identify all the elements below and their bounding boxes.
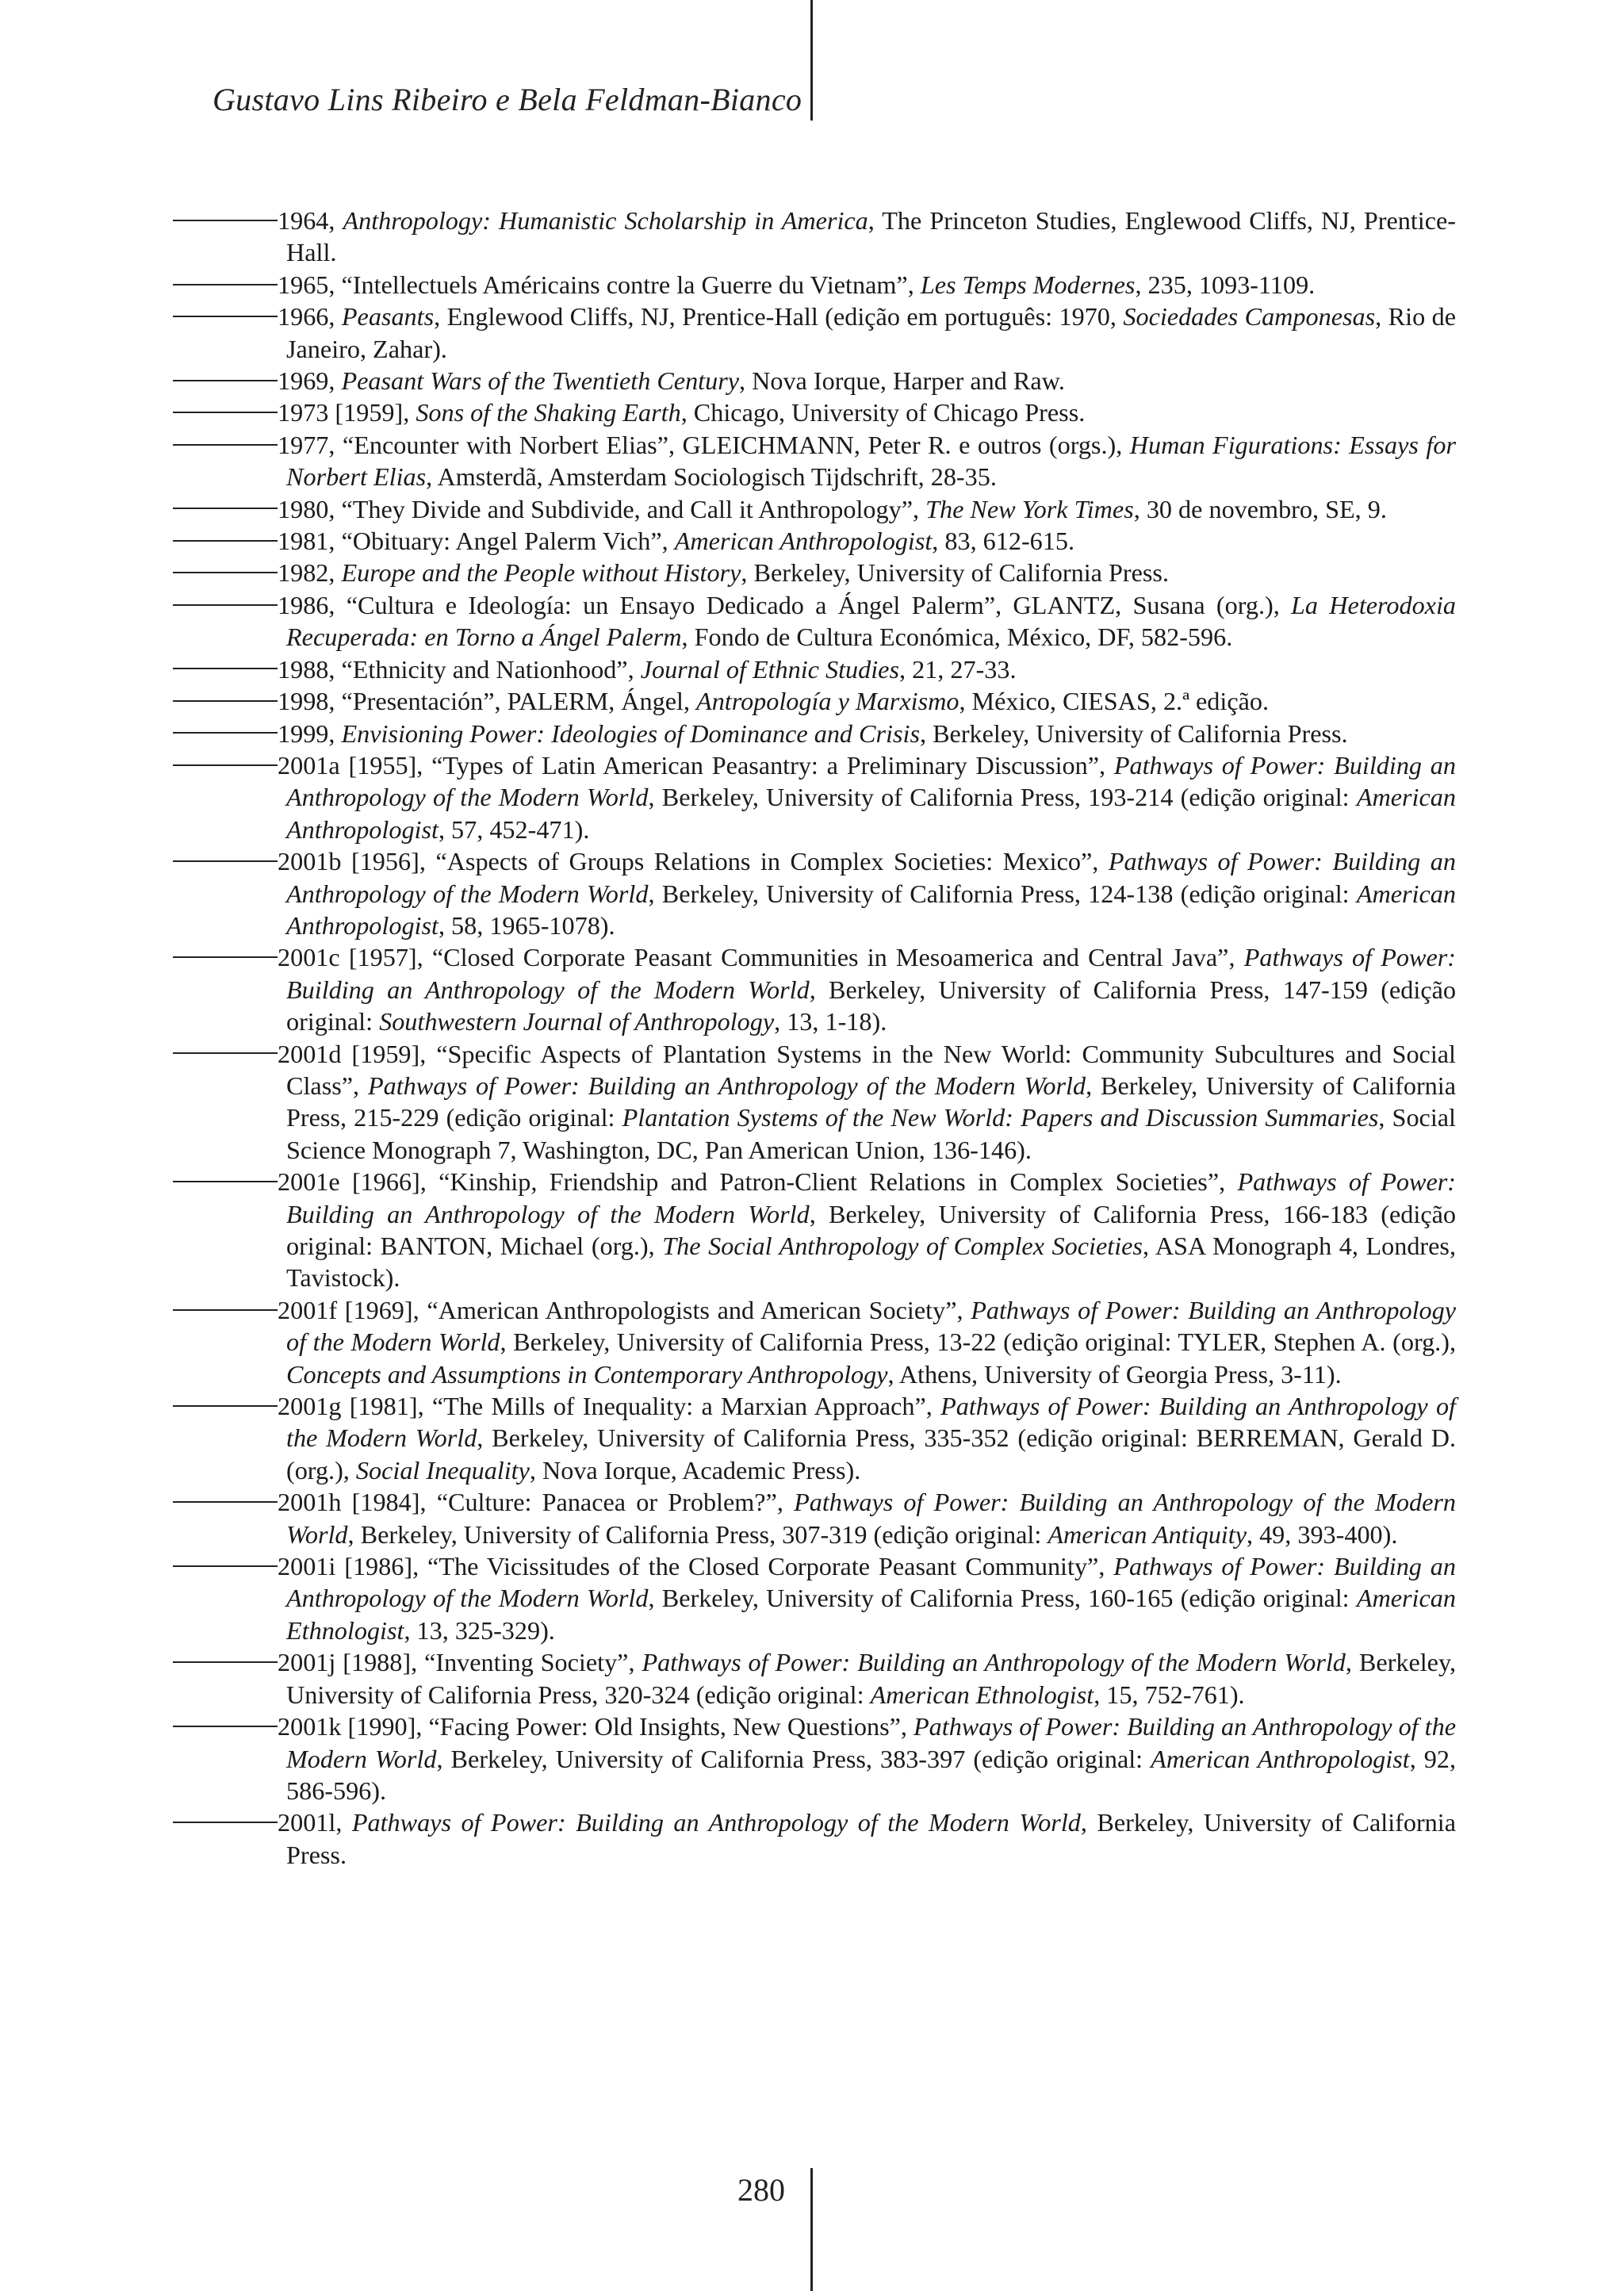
reference-year: 1973 [1959] [278, 398, 404, 427]
reference-title: Pathways of Power: Building an Anthropology of the Modern World [286, 1392, 1457, 1453]
reference-text: , 13, 325-329). [404, 1615, 555, 1645]
reference-text: , Berkeley, University of California Press. [741, 558, 1169, 588]
reference-title: Sociedades Camponesas [1123, 302, 1376, 331]
reference-title: Pathways of Power: Building an Anthropology of the Modern World [351, 1808, 1081, 1837]
reference-entry [173, 589, 1456, 653]
reference-year: 1982 [278, 558, 329, 588]
reference-title: Pathways of Power: Building an Anthropology of the Modern World [367, 1071, 1086, 1100]
repeated-author-dash [173, 1565, 278, 1567]
repeated-author-dash [173, 764, 278, 766]
reference-entry [173, 1390, 1456, 1486]
repeated-author-dash [173, 508, 278, 509]
reference-text: , 83, 612-615. [932, 527, 1074, 556]
reference-year: 2001j [1988] [278, 1648, 412, 1677]
reference-title: Plantation Systems of the New World: Papers and Discussion Summaries [622, 1103, 1379, 1132]
repeated-author-dash [173, 380, 278, 381]
reference-title: The New York Times [925, 494, 1134, 523]
reference-text: , “Encounter with Norbert Elias”, GLEICHMANN, Peter R. e outros (orgs.), [328, 430, 1130, 459]
reference-entry [173, 301, 1456, 365]
reference-text: , Berkeley, University of California Press, 335-352 (edição original: BERREMAN, Gerald D. (org.), [286, 1423, 1456, 1485]
reference-year: 2001a [1955] [278, 750, 417, 780]
reference-entry [173, 1550, 1456, 1646]
reference-text: , ASA Monograph 4, Londres, Tavistock). [286, 1232, 1457, 1293]
repeated-author-dash [173, 700, 278, 702]
reference-year: 2001d [1959] [278, 1039, 420, 1068]
reference-entry [173, 429, 1456, 493]
reference-year: 1965 [278, 270, 329, 299]
reference-title: Southwestern Journal of Anthropology [379, 1007, 775, 1036]
reference-year: 1977 [278, 430, 329, 459]
reference-year: 2001l [278, 1808, 336, 1837]
repeated-author-dash [173, 540, 278, 542]
header-rule [810, 0, 813, 121]
repeated-author-dash [173, 444, 278, 446]
repeated-author-dash [173, 284, 278, 285]
reference-entry [173, 269, 1456, 301]
reference-text: , Amsterdã, Amsterdam Sociologisch Tijdschrift, 28-35. [426, 462, 997, 492]
reference-title: Pathways of Power: Building an Anthropology of the Modern World [286, 1552, 1456, 1613]
reference-text: , “Obituary: Angel Palerm Vich”, [328, 527, 675, 556]
reference-year: 1998 [278, 687, 329, 716]
reference-entry [173, 845, 1456, 941]
reference-text: , 92, 586-596). [286, 1744, 1456, 1805]
reference-text: , 30 de novembro, SE, 9. [1133, 494, 1387, 523]
reference-text: , “Ethnicity and Nationhood”, [328, 654, 641, 684]
reference-text: , “Presentación”, PALERM, Ángel, [328, 687, 697, 716]
reference-text: , [328, 206, 343, 235]
repeated-author-dash [173, 668, 278, 669]
reference-text: , “Types of Latin American Peasantry: a Preliminary Discussion”, [416, 750, 1114, 780]
reference-year: 2001i [1986] [278, 1552, 413, 1581]
reference-text: , Berkeley, University of California Press, 383-397 (edição original: [436, 1744, 1151, 1773]
reference-title: Pathways of Power: Building an Anthropology of the Modern World [286, 750, 1456, 812]
repeated-author-dash [173, 1052, 278, 1054]
reference-title: Peasant Wars of the Twentieth Century [341, 366, 740, 396]
reference-title: Pathways of Power: Building an Anthropology of the Modern World [642, 1648, 1346, 1677]
reference-text: , “Culture: Panacea or Problem?”, [419, 1488, 795, 1517]
reference-text: , “Intellectuels Américains contre la Guerre du Vietnam”, [328, 270, 921, 299]
reference-title: Pathways of Power: Building an Anthropology of the Modern World [286, 1488, 1457, 1549]
reference-year: 2001c [1957] [278, 943, 417, 972]
reference-title: American Anthropologist [1151, 1744, 1410, 1773]
reference-year: 1988 [278, 654, 329, 684]
reference-text: , Berkeley, University of California Press, 124-138 (edição original: [648, 879, 1357, 908]
repeated-author-dash [173, 1501, 278, 1503]
repeated-author-dash [173, 1405, 278, 1407]
reference-text: , “Facing Power: Old Insights, New Questions”, [416, 1712, 914, 1741]
reference-title: American Anthropologist [674, 527, 933, 556]
reference-title: Pathways of Power: Building an Anthropology of the Modern World [286, 1295, 1457, 1357]
repeated-author-dash [173, 732, 278, 734]
reference-text: , [328, 718, 342, 748]
reference-entry [173, 718, 1456, 749]
reference-year: 2001b [1956] [278, 847, 419, 876]
reference-title: Sons of the Shaking Earth [416, 398, 681, 427]
reference-text: , “The Vicissitudes of the Closed Corporate Peasant Community”, [412, 1552, 1114, 1581]
reference-text: , Berkeley, University of California Press, 193-214 (edição original: [648, 783, 1357, 812]
repeated-author-dash [173, 604, 278, 606]
reference-entry [173, 557, 1456, 588]
reference-title: Concepts and Assumptions in Contemporary Anthropology [286, 1359, 888, 1389]
reference-entry [173, 1486, 1456, 1550]
reference-title: Anthropology: Humanistic Scholarship in America [343, 206, 868, 235]
reference-year: 1969 [278, 366, 329, 396]
reference-entry [173, 685, 1456, 717]
reference-text: , Berkeley, University of California Press, 147-159 (edição original: [286, 975, 1456, 1036]
reference-year: 1981 [278, 527, 329, 556]
reference-text: , “They Divide and Subdivide, and Call it Anthropology”, [328, 494, 926, 523]
reference-entry [173, 1166, 1456, 1294]
reference-text: , [403, 398, 416, 427]
repeated-author-dash [173, 860, 278, 862]
repeated-author-dash [173, 572, 278, 573]
reference-text: , The Princeton Studies, Englewood Cliffs, NJ, Prentice-Hall. [286, 206, 1457, 267]
repeated-author-dash [173, 1661, 278, 1663]
reference-text: , Berkeley, University of California Press, 160-165 (edição original: [648, 1584, 1357, 1613]
reference-text: , “American Anthropologists and American Society”, [412, 1295, 971, 1324]
reference-text: , [328, 302, 342, 331]
reference-entry [173, 205, 1456, 269]
repeated-author-dash [173, 1822, 278, 1823]
reference-year: 1964 [278, 206, 329, 235]
repeated-author-dash [173, 412, 278, 413]
reference-title: Pathways of Power: Building an Anthropology of the Modern World [286, 847, 1456, 908]
reference-text: , 49, 393-400). [1246, 1519, 1398, 1549]
reference-text: , 15, 752-761). [1094, 1680, 1245, 1709]
reference-title: American Ethnologist [870, 1680, 1094, 1709]
repeated-author-dash [173, 1181, 278, 1182]
running-header: Gustavo Lins Ribeiro e Bela Feldman-Bianco [213, 82, 802, 117]
reference-text: , “Cultura e Ideología: un Ensayo Dedicado a Ángel Palerm”, GLANTZ, Susana (org.), [328, 590, 1292, 619]
reference-title: Journal of Ethnic Studies [640, 654, 899, 684]
reference-text: , Englewood Cliffs, NJ, Prentice-Hall (edição em português: 1970, [434, 302, 1124, 331]
reference-entry [173, 397, 1456, 428]
reference-year: 1986 [278, 590, 329, 619]
reference-year: 2001e [1966] [278, 1167, 420, 1197]
reference-text: , “Closed Corporate Peasant Communities in Mesoamerica and Central Java”, [416, 943, 1244, 972]
reference-year: 2001k [1990] [278, 1712, 416, 1741]
reference-entry [173, 653, 1456, 685]
reference-year: 2001h [1984] [278, 1488, 420, 1517]
reference-entry [173, 941, 1456, 1037]
reference-text: , Chicago, University of Chicago Press. [680, 398, 1086, 427]
reference-title: The Social Anthropology of Complex Societies [662, 1232, 1143, 1260]
reference-year: 1999 [278, 718, 329, 748]
reference-title: American Anthropologist [286, 783, 1456, 844]
footer-rule [810, 2168, 813, 2291]
reference-entry [173, 749, 1456, 845]
reference-text: , Nova Iorque, Harper and Raw. [739, 366, 1065, 396]
reference-text: , “Inventing Society”, [411, 1648, 642, 1677]
reference-entry [173, 365, 1456, 397]
reference-year: 2001f [1969] [278, 1295, 413, 1324]
repeated-author-dash [173, 220, 278, 221]
reference-text: , Rio de Janeiro, Zahar). [286, 302, 1456, 363]
repeated-author-dash [173, 1309, 278, 1311]
reference-title: Les Temps Modernes [920, 270, 1136, 299]
reference-text: , 57, 452-471). [438, 814, 590, 844]
reference-text: , Nova Iorque, Academic Press). [529, 1455, 861, 1485]
reference-title: Pathways of Power: Building an Anthropology of the Modern World [286, 1712, 1457, 1773]
reference-text: , “Specific Aspects of Plantation Systems in the New World: Community Subcultures and Social Class”, [286, 1039, 1456, 1100]
reference-entry [173, 1711, 1456, 1806]
reference-text: , 58, 1965-1078). [438, 910, 615, 940]
reference-text: , Berkeley, University of California Press, 320-324 (edição original: [286, 1648, 1457, 1709]
reference-text: , México, CIESAS, 2.ª edição. [959, 687, 1270, 716]
reference-text: , Social Science Monograph 7, Washington, DC, Pan American Union, 136-146). [286, 1103, 1457, 1164]
reference-entry [173, 525, 1456, 557]
reference-title: American Ethnologist [286, 1584, 1456, 1645]
reference-title: Europe and the People without History [341, 558, 741, 588]
reference-entry [173, 493, 1456, 525]
reference-title: Pathways of Power: Building an Anthropology of the Modern World [286, 943, 1456, 1004]
reference-year: 1966 [278, 302, 329, 331]
reference-title: Antropología y Marxismo [696, 687, 959, 716]
repeated-author-dash [173, 316, 278, 317]
reference-text: , Fondo de Cultura Económica, México, DF, 582-596. [681, 623, 1233, 652]
reference-title: Social Inequality [355, 1455, 530, 1485]
reference-year: 2001g [1981] [278, 1392, 418, 1421]
reference-text: , Berkeley, University of California Press, 307-319 (edição original: [347, 1519, 1048, 1549]
reference-text: , Berkeley, University of California Press, 166-183 (edição original: BANTON, Michael (org.), [286, 1199, 1456, 1260]
reference-title: Envisioning Power: Ideologies of Dominance and Crisis [341, 718, 920, 748]
reference-list [173, 205, 1456, 1871]
reference-title: American Anthropologist [286, 879, 1456, 940]
reference-text: , Berkeley, University of California Press. [919, 718, 1348, 748]
reference-title: Human Figurations: Essays for Norbert Elias [286, 430, 1456, 492]
reference-title: Pathways of Power: Building an Anthropology of the Modern World [286, 1167, 1456, 1228]
reference-title: Peasants [341, 302, 435, 331]
reference-text: , [335, 1808, 352, 1837]
reference-entry [173, 1646, 1456, 1711]
reference-text: , “Kinship, Friendship and Patron-Client Relations in Complex Societies”, [419, 1167, 1238, 1197]
reference-title: American Antiquity [1048, 1519, 1247, 1549]
reference-entry [173, 1294, 1456, 1390]
reference-text: , [328, 558, 342, 588]
reference-text: , [328, 366, 342, 396]
reference-text: , 235, 1093-1109. [1135, 270, 1316, 299]
reference-text: , “Aspects of Groups Relations in Complex Societies: Mexico”, [419, 847, 1109, 876]
reference-title: La Heterodoxia Recuperada: en Torno a Ángel Palerm [286, 590, 1456, 652]
reference-text: , Berkeley, University of California Press, 13-22 (edição original: TYLER, Stephen A. (org.), [500, 1327, 1456, 1357]
reference-text: , “The Mills of Inequality: a Marxian Approach”, [417, 1392, 941, 1421]
reference-text: , Athens, University of Georgia Press, 3-11). [887, 1359, 1342, 1389]
reference-entry [173, 1806, 1456, 1871]
repeated-author-dash [173, 956, 278, 958]
reference-text: , Berkeley, University of California Press. [286, 1808, 1457, 1869]
repeated-author-dash [173, 1726, 278, 1727]
reference-text: , 13, 1-18). [774, 1007, 887, 1036]
reference-year: 1980 [278, 494, 329, 523]
reference-entry [173, 1038, 1456, 1167]
reference-text: , Berkeley, University of California Press, 215-229 (edição original: [286, 1071, 1457, 1132]
page-number: 280 [737, 2172, 785, 2208]
reference-text: , 21, 27-33. [899, 654, 1017, 684]
